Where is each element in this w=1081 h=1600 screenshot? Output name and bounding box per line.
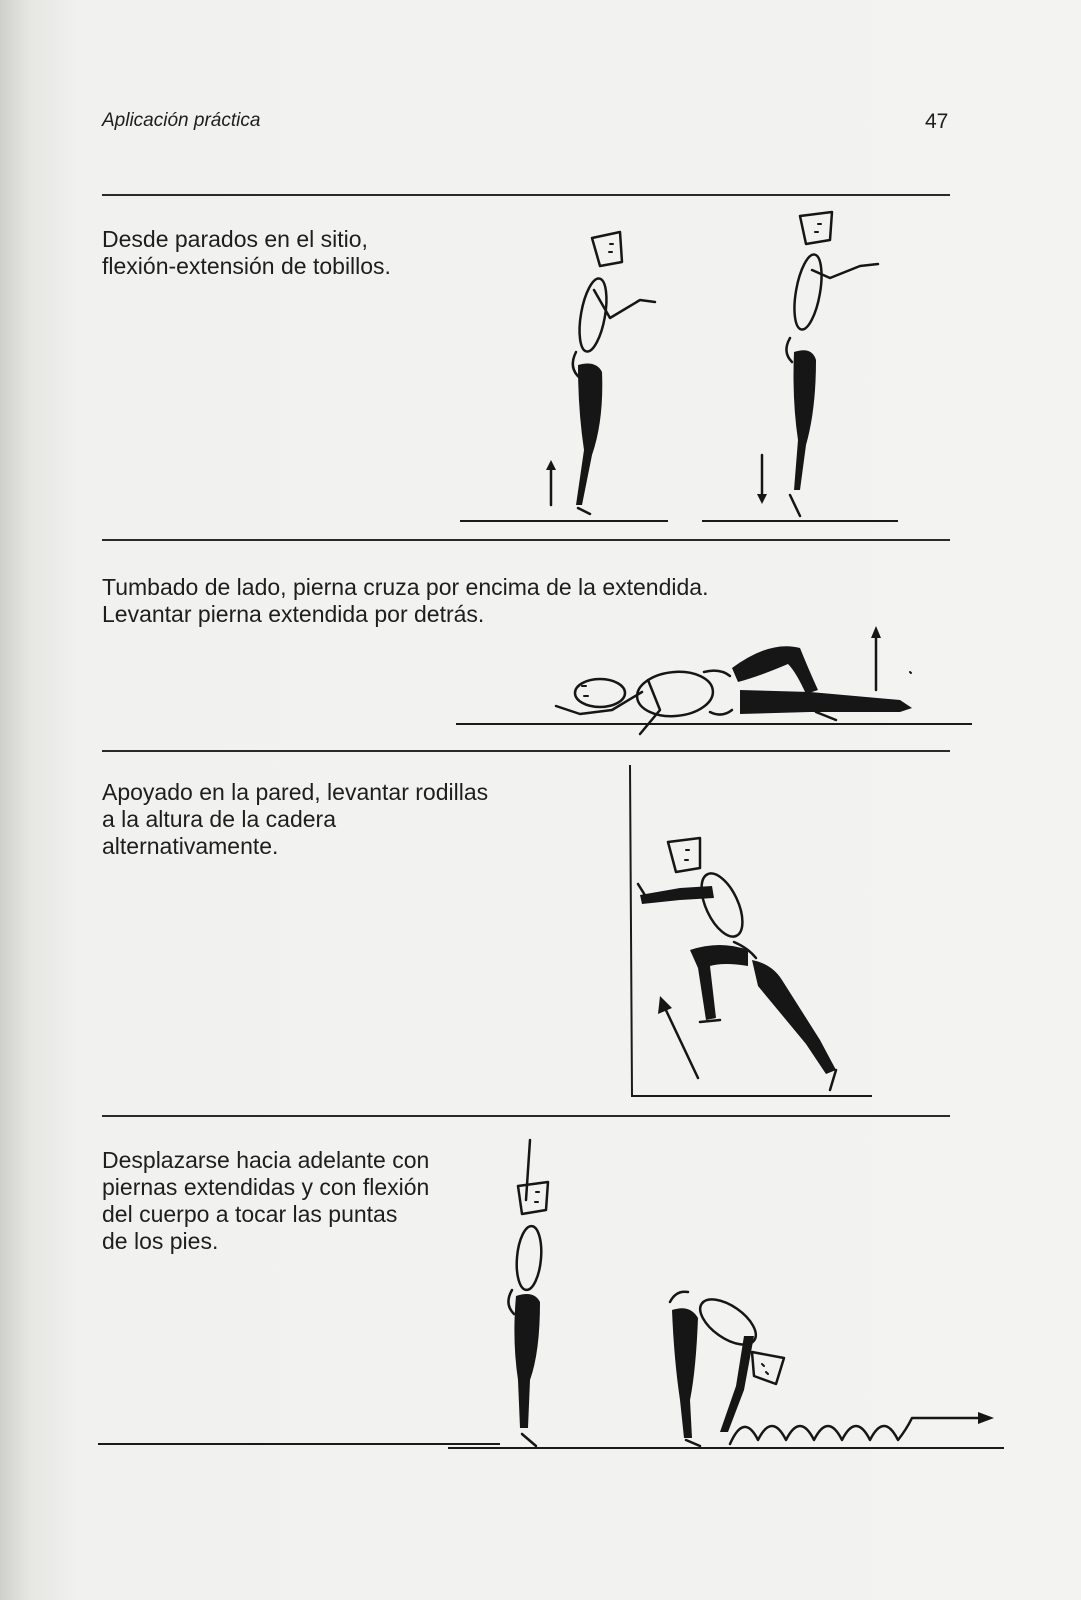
exercise-2-line-1: Tumbado de lado, pierna cruza por encima de la extendida. bbox=[102, 574, 709, 600]
exercise-3-line-1: Apoyado en la pared, levantar rodillas bbox=[102, 779, 489, 805]
exercise-4-line-2: piernas extendidas y con flexión bbox=[102, 1174, 430, 1200]
exercise-4-line-4: de los pies. bbox=[102, 1228, 219, 1254]
exercise-4-illustration bbox=[98, 1140, 1004, 1448]
exercise-3-line-3: alternativamente. bbox=[102, 833, 279, 859]
exercise-2-line-2: Levantar pierna extendida por detrás. bbox=[102, 601, 485, 627]
exercise-1-line-2: flexión-extensión de tobillos. bbox=[102, 253, 391, 279]
exercise-1-illustration bbox=[460, 212, 898, 521]
running-header-title: Aplicación práctica bbox=[102, 110, 261, 131]
exercise-4-line-1: Desplazarse hacia adelante con bbox=[102, 1147, 430, 1173]
exercise-3-line-2: a la altura de la cadera bbox=[102, 806, 336, 832]
page-number: 47 bbox=[925, 110, 949, 133]
exercise-2-illustration bbox=[456, 626, 972, 734]
exercise-1-line-1: Desde parados en el sitio, bbox=[102, 226, 368, 252]
exercise-4-line-3: del cuerpo a tocar las puntas bbox=[102, 1201, 398, 1227]
exercise-3-illustration bbox=[630, 765, 872, 1096]
